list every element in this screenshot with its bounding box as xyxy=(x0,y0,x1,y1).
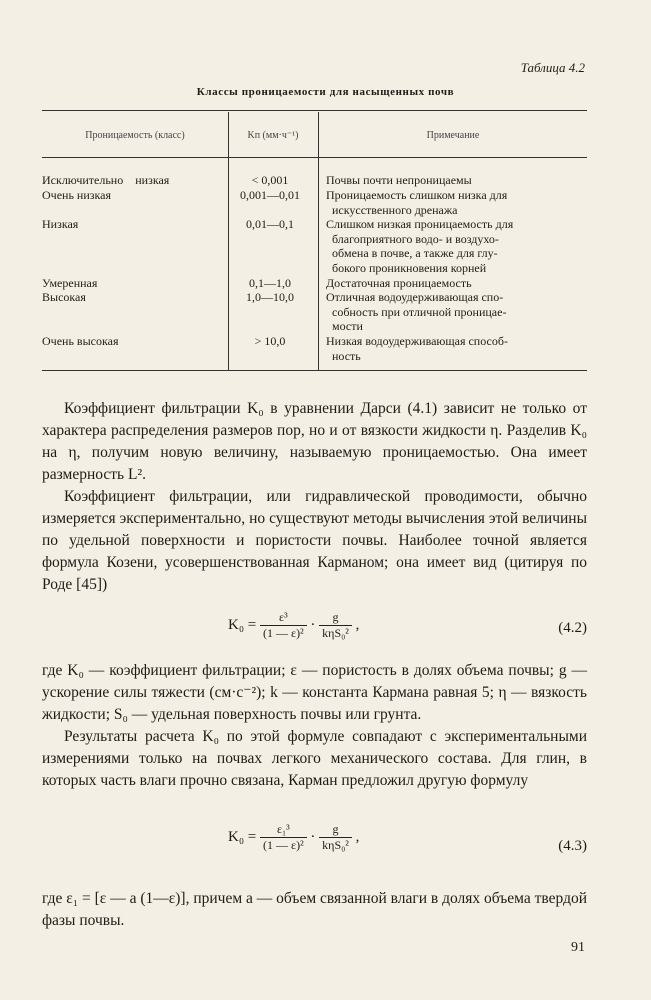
table-header-rule xyxy=(42,157,587,158)
table-row-value: 0,1—1,0 xyxy=(249,276,291,290)
numerator: ε³ xyxy=(260,610,307,626)
table-row-class: Низкая xyxy=(42,217,79,231)
table-col-divider-2 xyxy=(318,112,319,370)
table-row-note: Проницаемость слишком низка для искусственного дренажа xyxy=(326,188,508,217)
equation-number: (4.3) xyxy=(558,838,587,854)
denominator: (1 — ε)² xyxy=(263,838,304,852)
equation-4-2: K₀ = $\frac{\text{ε³}}{\text{(1 — ε)²}}$ · $\frac{g}{\text{kηS₀²}}$ , xyxy=(228,610,360,640)
table-row-class: Очень высокая xyxy=(42,334,119,348)
equation-lhs: K₀ = xyxy=(228,828,257,845)
equation-number: (4.2) xyxy=(558,620,587,636)
table-row-class: Очень низкая xyxy=(42,188,111,202)
table-bottom-rule xyxy=(42,370,587,371)
table-row-class: Исключительно низкая xyxy=(42,173,170,187)
column-header-class: Проницаемость (класс) xyxy=(85,130,185,141)
paragraph-results: Результаты расчета K₀ по этой формуле совпадают с экспериментальными измерениями только на почвах легкого механического состава. Для глин, в которых часть влаги прочно связана, Карман предложил другую формулу xyxy=(42,728,587,789)
column-header-kp: Kп (мм·ч⁻¹) xyxy=(247,130,299,141)
table-row-class: Умеренная xyxy=(42,276,98,290)
numerator: g xyxy=(319,610,352,626)
table-row-note: Слишком низкая проницаемость для благоприятного водо- и воздухо- обмена в почве, а также для глу- бокого проникновения корней xyxy=(326,217,514,275)
table-top-rule xyxy=(42,110,587,111)
paragraph-where-1: где K₀ — коэффициент фильтрации; ε — пористость в долях объема почвы; g — ускорение силы тяжести (см·с⁻²); k — константа Кармана равная 5; η — вязкость жидкости; S₀ — удельная поверхность почвы или грунта. xyxy=(42,662,587,723)
equation-fraction xyxy=(319,610,352,641)
equation-fraction xyxy=(319,822,352,853)
page-number: 91 xyxy=(571,940,585,955)
table-row-value: 0,001—0,01 xyxy=(240,188,300,202)
equation-lhs: K₀ = xyxy=(228,616,257,633)
table-label: Таблица 4.2 xyxy=(520,60,585,75)
table-row-note: Отличная водоудерживающая спо- собность при отличной проницае- мости xyxy=(326,290,507,333)
equation-fraction xyxy=(260,610,307,641)
table-col-divider-1 xyxy=(228,112,229,370)
column-header-note: Примечание xyxy=(426,130,480,141)
denominator: kηS₀² xyxy=(322,838,349,852)
numerator: g xyxy=(319,822,352,838)
table-row-note: Почвы почти непроницаемы xyxy=(326,173,472,187)
table-row-value: 1,0—10,0 xyxy=(246,290,294,304)
table-row-note: Низкая водоудерживающая способ- ность xyxy=(326,334,508,363)
paragraph-darcy: Коэффициент фильтрации K₀ в уравнении Дарси (4.1) зависит не только от характера распределения размеров пор, но и от вязкости жидкости η. Разделив K₀ на η, получим новую величину, называемую проницаемостью. Она имеет размерность L². xyxy=(42,400,587,483)
body-text-block-3 xyxy=(42,888,587,932)
body-text-block-1 xyxy=(42,398,587,596)
equation-4-3: K₀ = $\frac{\text{ε₁³}}{\text{(1 — ε)²}}$ · $\frac{g}{\text{kηS₀²}}$ , xyxy=(228,822,360,852)
denominator: kηS₀² xyxy=(322,626,349,640)
table-caption: Классы проницаемости для насыщенных почв xyxy=(196,86,455,98)
equation-fraction xyxy=(260,822,307,853)
denominator: (1 — ε)² xyxy=(263,626,304,640)
numerator: ε₁³ xyxy=(260,822,307,838)
paragraph-kozeny: Коэффициент фильтрации, или гидравлической проводимости, обычно измеряется экспериментально, но существуют методы вычисления этой величины по удельной поверхности и пористости почвы. Наиболее точной является формула Козени, усовершенствованная Карманом; она имеет вид (цитируя по Роде [45]) xyxy=(42,488,587,593)
table-row-class: Высокая xyxy=(42,290,86,304)
table-row-value: 0,01—0,1 xyxy=(246,217,294,231)
table-row-note: Достаточная проницаемость xyxy=(326,276,472,290)
body-text-block-2 xyxy=(42,660,587,792)
table-row-value: < 0,001 xyxy=(251,173,289,187)
paragraph-where-2: где ε₁ = [ε — a (1—ε)], причем a — объем связанной влаги в долях объема твердой фазы почвы. xyxy=(42,890,587,929)
table-row-value: > 10,0 xyxy=(254,334,286,348)
